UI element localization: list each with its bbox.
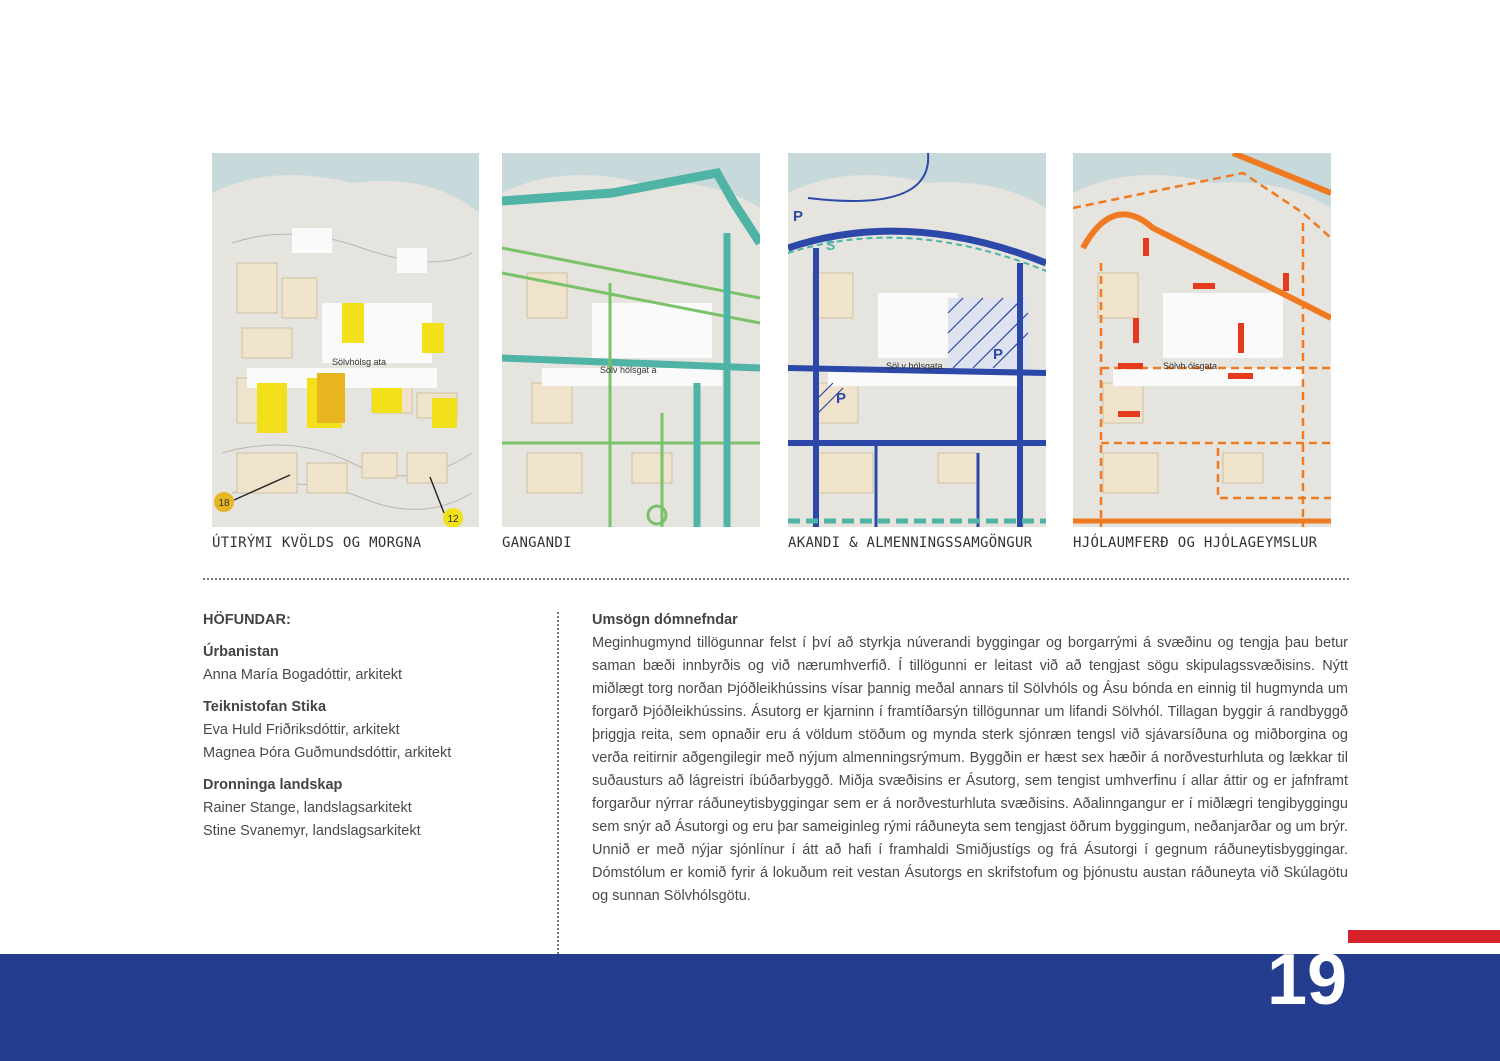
model-photo-sun [212, 153, 479, 527]
svg-text:18: 18 [218, 498, 230, 509]
dotted-divider-horizontal [203, 578, 1349, 580]
street-label: Sölv hólsgat a [600, 365, 657, 375]
firm-name: Úrbanistan [203, 644, 279, 660]
author-group [203, 641, 533, 687]
street-label: Söl v hólsgata [886, 361, 943, 371]
sun-diagram [212, 153, 479, 527]
parking-marker: P [793, 208, 804, 225]
author-group [203, 774, 533, 843]
page-number: 19 [1266, 940, 1348, 1020]
svg-text:12: 12 [447, 514, 459, 525]
authors-section [203, 609, 533, 843]
author-group [203, 696, 533, 765]
author-name: Rainer Stange, landslagsarkitekt [203, 800, 412, 816]
firm-name: Dronninga landskap [203, 777, 343, 793]
model-photo-bicycle [1073, 153, 1331, 527]
street-label: Sölvhólsg ata [332, 357, 387, 367]
model-photo-traffic [788, 153, 1046, 527]
review-title: Umsögn dómnefndar [592, 612, 738, 628]
pedestrian-diagram [502, 153, 760, 527]
caption-traffic: AKANDI & ALMENNINGSSAMGÖNGUR [788, 535, 1033, 551]
author-name: Stine Svanemyr, landslagsarkitekt [203, 823, 421, 839]
parking-marker: P [993, 346, 1004, 363]
accent-bar [1348, 930, 1500, 943]
author-name: Anna María Bogadóttir, arkitekt [203, 667, 403, 683]
caption-sun: ÚTIRÝMI KVÖLDS OG MORGNA [212, 535, 422, 551]
model-photo-pedestrian [502, 153, 760, 527]
jury-review-section [592, 609, 1348, 908]
review-body: Meginhugmynd tillögunnar felst í því að styrkja núverandi byggingar og borgarrými á svæðinu og tengja þau betur saman bæði innbyrðis og við nærumhverfið. Í tillögunni er leitast við að tengjast sögu skipulagssvæðisins. Nýtt miðlægt torg norðan Þjóðleikhússins vísar þannig meðal annars til Sölvhóls og Ásu bónda en einnig til hugmynda um forgarð Þjóðleikhússins. Ásutorg er kjarninn í framtíðarsýn tillögunnar um lifandi Sölvhól. Tillagan byggir á randbyggð þriggja reita, sem opnaðir eru á völdum stöðum og mynda sterk sjónræn tengsl við sjávarsíðuna og miðborgina og verða reitirnir aðgengilegir með nýjum almenningsrýmum. Byggðin er hæst sex hæðir á norðvesturhluta og lækkar til suðausturs að lágreistri íbúðarbyggð. Miðja svæðisins er Ásutorg, sem tengist umhverfinu í allar áttir og er jafnframt forgarður nýrrar ráðuneytisbyggingar sem er á norðvesturhluta svæðisins. Aðalinngangur er í miðlægri tengibyggingu sem snýr að Ásutorgi og eru þar sameiginleg rými ráðuneyta sem tengjast öðrum byggingum, neðanjarðar og um brýr. Unnið er með nýjar sjónlínur í átt að hafi í framhaldi Smiðjustígs og frá Ásutorgi í gegnum ráðuneytisbyggingar. Dómstólum er komið fyrir á lokuðum reit vestan Ásutorgs en skrifstofum og þjónustu austan ráðuneyta við Skúlagötu og sunnan Sölvhólsgötu. [592, 635, 1348, 904]
traffic-diagram [788, 153, 1046, 527]
parking-marker: P [836, 390, 847, 407]
bus-stop-marker: S [826, 237, 836, 253]
author-name: Magnea Þóra Guðmundsdóttir, arkitekt [203, 745, 452, 761]
bicycle-diagram [1073, 153, 1331, 527]
dotted-divider-vertical [557, 612, 559, 954]
authors-heading: HÖFUNDAR: [203, 612, 291, 628]
firm-name: Teiknistofan Stika [203, 699, 327, 715]
caption-bicycle: HJÓLAUMFERÐ OG HJÓLAGEYMSLUR [1073, 535, 1318, 551]
caption-pedestrian: GANGANDI [502, 535, 572, 551]
street-label: Sölvh ólsgata [1163, 361, 1218, 371]
author-name: Eva Huld Friðriksdóttir, arkitekt [203, 722, 400, 738]
